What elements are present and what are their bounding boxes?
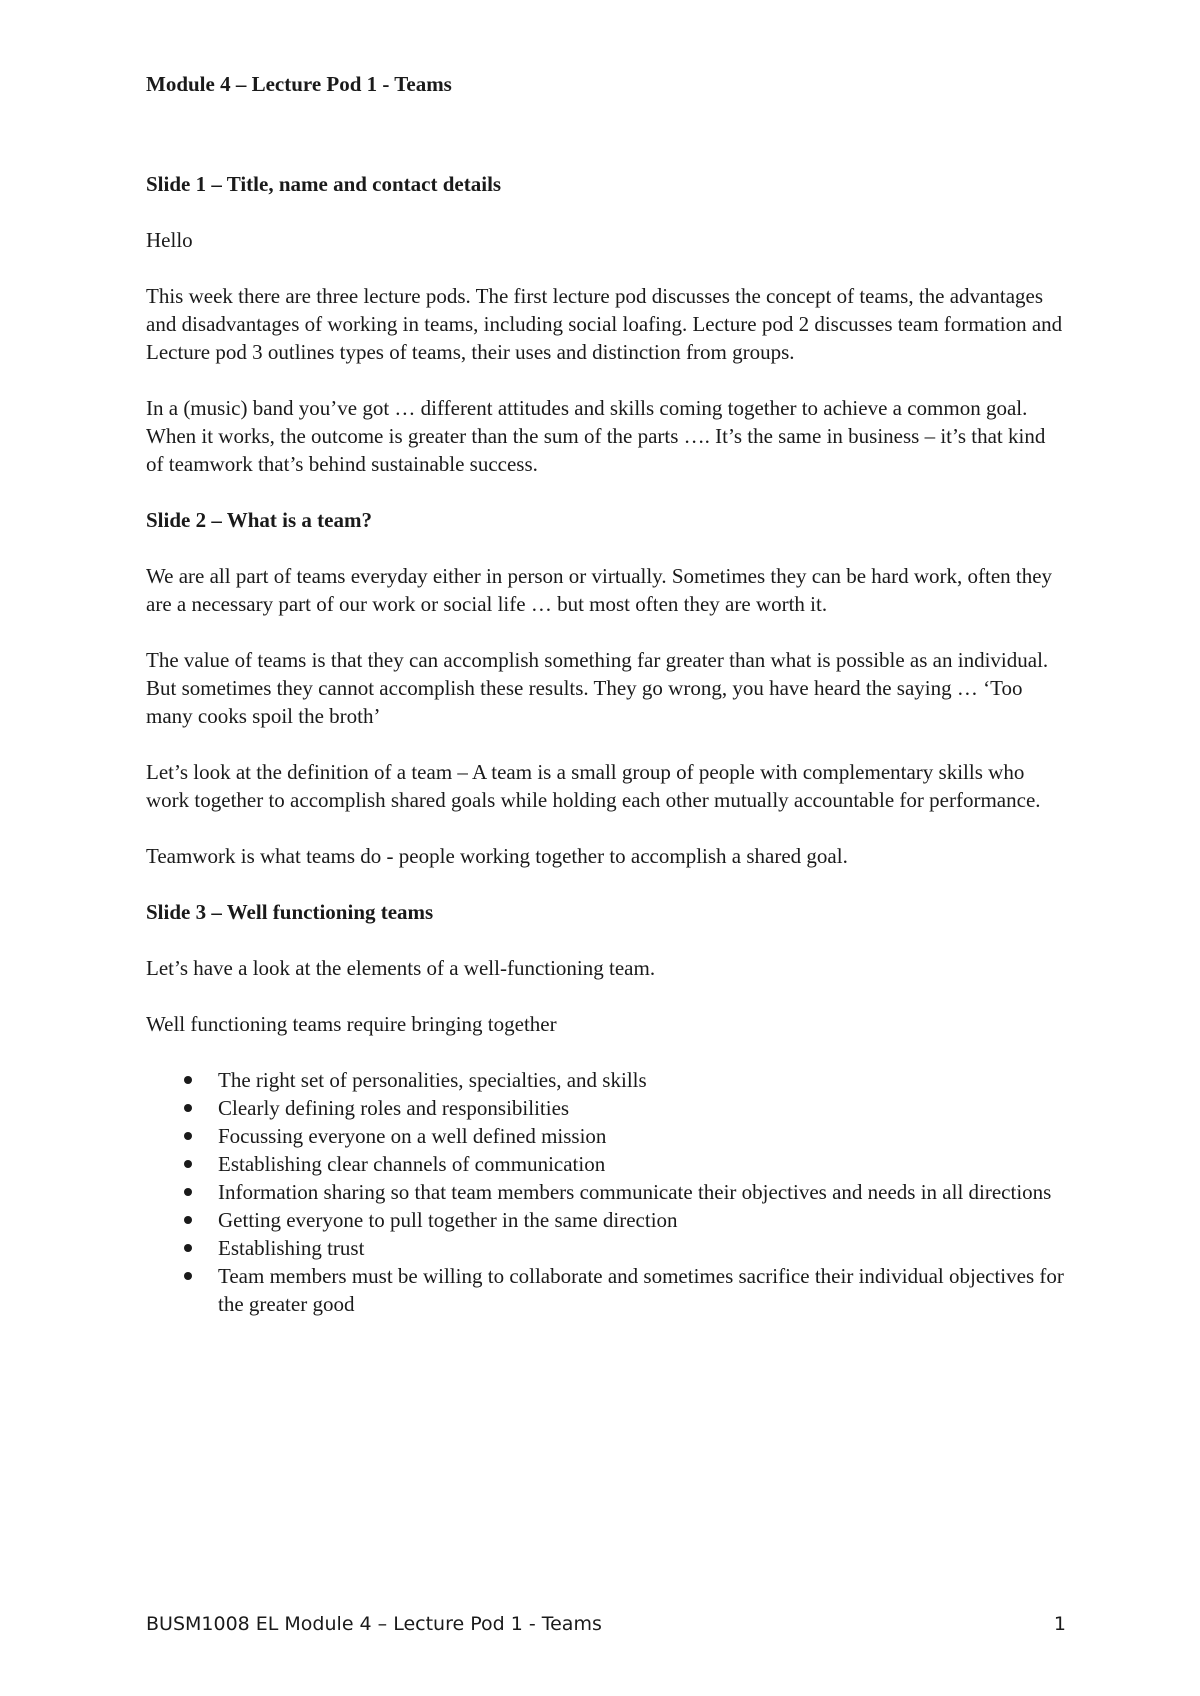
- list-item-text: Team members must be willing to collaborate and sometimes sacrifice their individual objectives for the greater good: [218, 1264, 1064, 1316]
- bullet-icon: [184, 1104, 192, 1112]
- document-title: Module 4 – Lecture Pod 1 - Teams: [146, 72, 452, 96]
- list-item-text: Information sharing so that team members communicate their objectives and needs in all directions: [218, 1180, 1052, 1204]
- bullet-icon: [184, 1132, 192, 1140]
- bullet-icon: [184, 1160, 192, 1168]
- slide-2-paragraph: We are all part of teams everyday either in person or virtually. Sometimes they can be hard work, often they are a necessary part of our work or social life … but most often they are worth it.: [146, 564, 1053, 616]
- slide-1-paragraph: Hello: [146, 228, 193, 252]
- list-item: [146, 1206, 1066, 1234]
- page-number: 1: [1053, 1613, 1066, 1635]
- list-item: [146, 1178, 1066, 1206]
- slide-1-heading: Slide 1 – Title, name and contact details: [146, 172, 502, 196]
- list-item: [146, 1150, 1066, 1178]
- list-item: [146, 1094, 1066, 1122]
- slide-1-paragraph: This week there are three lecture pods. The first lecture pod discusses the concept of teams, the advantages and disadvantages of working in teams, including social loafing. Lecture pod 2 discusses team formation and Lecture pod 3 outlines types of teams, their uses and distinction from groups.: [146, 284, 1063, 364]
- list-item: [146, 1262, 1066, 1318]
- list-item-text: Establishing clear channels of communication: [218, 1152, 606, 1176]
- slide-2-paragraph: Let’s look at the definition of a team – A team is a small group of people with complementary skills who work together to accomplish shared goals while holding each other mutually accountable for performance.: [146, 760, 1041, 812]
- bullet-icon: [184, 1216, 192, 1224]
- list-item: [146, 1122, 1066, 1150]
- document-body: [146, 70, 1066, 1318]
- slide-2-heading: Slide 2 – What is a team?: [146, 508, 372, 532]
- list-item: [146, 1234, 1066, 1262]
- list-item: [146, 1066, 1066, 1094]
- list-item-text: Establishing trust: [218, 1236, 365, 1260]
- slide-2-paragraph: Teamwork is what teams do - people working together to accomplish a shared goal.: [146, 844, 848, 868]
- slide-1-paragraph: In a (music) band you’ve got … different attitudes and skills coming together to achieve a common goal. When it works, the outcome is greater than the sum of the parts …. It’s the same in business – it’s that kind of teamwork that’s behind sustainable success.: [146, 396, 1046, 476]
- bullet-icon: [184, 1272, 192, 1280]
- bullet-icon: [184, 1076, 192, 1084]
- bullet-icon: [184, 1188, 192, 1196]
- slide-2-paragraph: The value of teams is that they can accomplish something far greater than what is possible as an individual. But sometimes they cannot accomplish these results. They go wrong, you have heard the saying … ‘Too many cooks spoil the broth’: [146, 648, 1049, 728]
- list-item-text: Focussing everyone on a well defined mission: [218, 1124, 607, 1148]
- bullet-icon: [184, 1244, 192, 1252]
- list-item-text: Getting everyone to pull together in the same direction: [218, 1208, 678, 1232]
- slide-3-paragraph: Well functioning teams require bringing together: [146, 1012, 557, 1036]
- slide-3-paragraph: Let’s have a look at the elements of a well-functioning team.: [146, 956, 656, 980]
- footer-title: BUSM1008 EL Module 4 – Lecture Pod 1 - Teams: [146, 1613, 602, 1635]
- bullet-list: [146, 1066, 1066, 1318]
- list-item-text: The right set of personalities, specialties, and skills: [218, 1068, 647, 1092]
- slide-3-heading: Slide 3 – Well functioning teams: [146, 900, 434, 924]
- list-item-text: Clearly defining roles and responsibilities: [218, 1096, 570, 1120]
